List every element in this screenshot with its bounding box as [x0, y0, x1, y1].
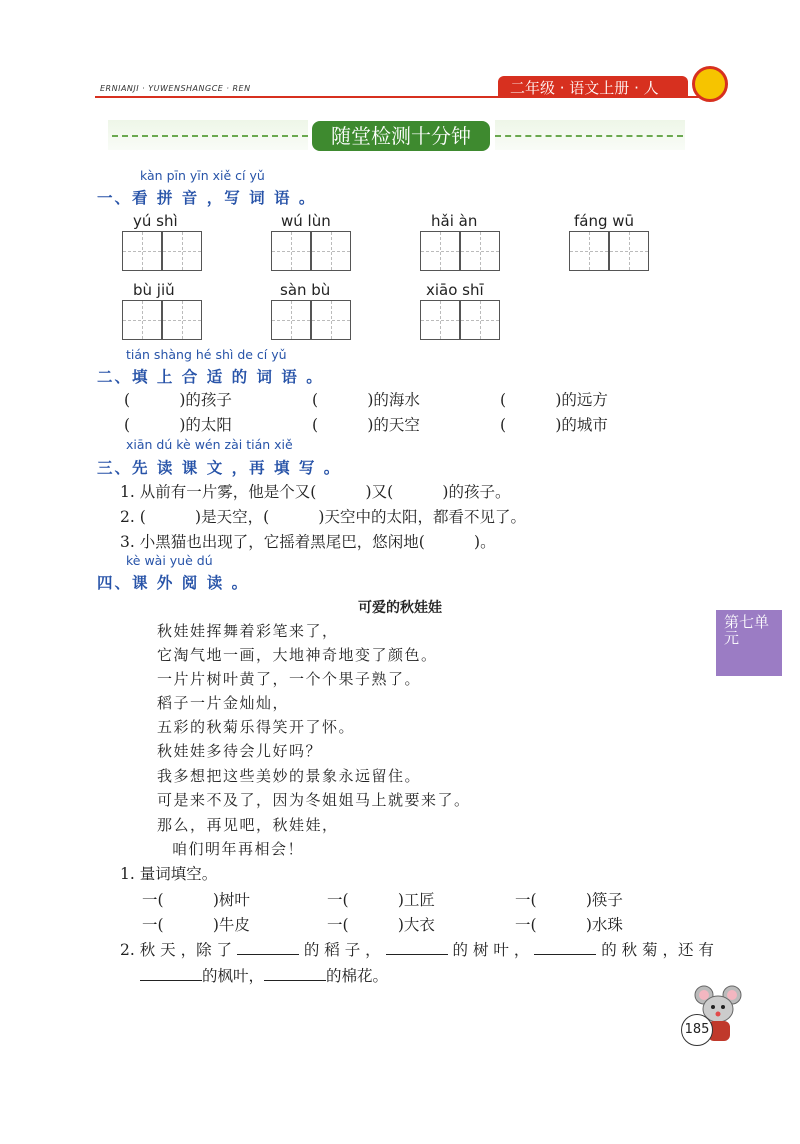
writing-box[interactable]: [311, 300, 351, 340]
writing-box[interactable]: [162, 300, 202, 340]
q4-title: 四、课 外 阅 读 。: [97, 574, 250, 592]
q3-title-pinyin: xiān dú kè wén zài tián xiě: [126, 437, 293, 452]
q1-pinyin-3: hǎi àn: [431, 212, 478, 230]
q4-title-pinyin: kè wài yuè dú: [126, 553, 213, 568]
q1-pinyin-2: wú lùn: [281, 212, 331, 230]
q4-sub2-line2: [140, 964, 388, 986]
q2-item: ( )的城市: [500, 416, 608, 434]
writing-box[interactable]: [271, 300, 311, 340]
answer-blank[interactable]: [140, 964, 202, 981]
q2-title: 二、填 上 合 适 的 词 语 。: [97, 368, 324, 386]
q2-title-pinyin: tián shàng hé shì de cí yǔ: [126, 347, 287, 362]
grade-label: 二年级 · 语文上册 · 人: [510, 79, 659, 97]
writing-box[interactable]: [162, 231, 202, 271]
measure-item: 一( )工匠: [327, 891, 435, 909]
unit-side-tab-label: 第七单元: [724, 613, 770, 647]
answer-blank[interactable]: [264, 964, 326, 981]
q3-line-3: 3. 小黑猫也出现了，它摇着黑尾巴，悠闲地( )。: [120, 533, 496, 551]
poem-line: 我多想把这些美妙的景象永远留住。: [157, 767, 422, 785]
poem-line: 它淘气地一画，大地神奇地变了颜色。: [157, 646, 438, 664]
writing-box[interactable]: [420, 231, 460, 271]
publisher-badge-icon: [692, 66, 728, 102]
q4-sub2-a: 的 稻 子 ，: [303, 941, 381, 959]
banner-dash-right: [495, 135, 683, 137]
writing-box[interactable]: [460, 231, 500, 271]
banner-dash-left: [112, 135, 308, 137]
measure-item: 一( )树叶: [142, 891, 250, 909]
poem-line: 秋娃娃多待会儿好吗？: [157, 742, 323, 760]
q1-pinyin-6: sàn bù: [280, 281, 331, 299]
q3-line-1: 1. 从前有一片雾，他是个又( )又( )的孩子。: [120, 483, 511, 501]
poem-line: 咱们明年再相会！: [172, 840, 305, 858]
measure-item: 一( )水珠: [515, 916, 623, 934]
unit-side-tab: [716, 610, 782, 676]
q4-sub1: 1. 量词填空。: [120, 865, 218, 883]
q4-sub2-b: 的 树 叶 ，: [452, 941, 530, 959]
poem-line: 那么，再见吧，秋娃娃，: [157, 816, 339, 834]
q1-pinyin-5: bù jiǔ: [133, 281, 175, 299]
measure-item: 一( )筷子: [515, 891, 623, 909]
q4-sub2-line1: [120, 938, 714, 960]
writing-box[interactable]: [420, 300, 460, 340]
poem-line: 一片片树叶黄了，一个个果子熟了。: [157, 670, 422, 688]
writing-box[interactable]: [122, 231, 162, 271]
q3-line-2: 2. ( )是天空，( )天空中的太阳，都看不见了。: [120, 508, 526, 526]
q2-item: ( )的天空: [312, 416, 420, 434]
writing-box[interactable]: [460, 300, 500, 340]
measure-item: 一( )牛皮: [142, 916, 250, 934]
page-number: 185: [681, 1014, 713, 1046]
writing-box[interactable]: [122, 300, 162, 340]
answer-blank[interactable]: [237, 938, 299, 955]
q4-sub2-d: 的枫叶，: [202, 967, 265, 985]
q4-sub2-prefix: 2. 秋 天 ，除 了: [120, 941, 232, 959]
q1-title-pinyin: kàn pīn yīn xiě cí yǔ: [140, 168, 265, 183]
section-banner: 随堂检测十分钟: [312, 121, 490, 151]
poem-line: 秋娃娃挥舞着彩笔来了，: [157, 622, 339, 640]
q1-title: 一、看 拼 音 ，写 词 语 。: [97, 189, 317, 207]
series-code: ERNIANJI · YUWENSHANGCE · REN: [100, 84, 251, 93]
poem-line: 可是来不及了，因为冬姐姐马上就要来了。: [157, 791, 471, 809]
writing-box[interactable]: [609, 231, 649, 271]
writing-box[interactable]: [311, 231, 351, 271]
poem-line: 稻子一片金灿灿，: [157, 694, 290, 712]
writing-box[interactable]: [271, 231, 311, 271]
q4-sub2-c: 的 秋 菊 ，还 有: [601, 941, 714, 959]
q2-item: ( )的远方: [500, 391, 608, 409]
poem-line: 五彩的秋菊乐得笑开了怀。: [157, 718, 356, 736]
answer-blank[interactable]: [534, 938, 596, 955]
q1-pinyin-4: fáng wū: [574, 212, 635, 230]
measure-item: 一( )大衣: [327, 916, 435, 934]
q2-item: ( )的孩子: [124, 391, 232, 409]
q2-item: ( )的海水: [312, 391, 420, 409]
q4-sub2-e: 的棉花。: [326, 967, 389, 985]
poem-title: 可爱的秋娃娃: [358, 600, 442, 616]
answer-blank[interactable]: [386, 938, 448, 955]
writing-box[interactable]: [569, 231, 609, 271]
q1-pinyin-1: yú shì: [133, 212, 178, 230]
q3-title: 三、先 读 课 文 ，再 填 写 。: [97, 459, 342, 477]
q2-item: ( )的太阳: [124, 416, 232, 434]
q1-pinyin-7: xiāo shī: [426, 281, 484, 299]
